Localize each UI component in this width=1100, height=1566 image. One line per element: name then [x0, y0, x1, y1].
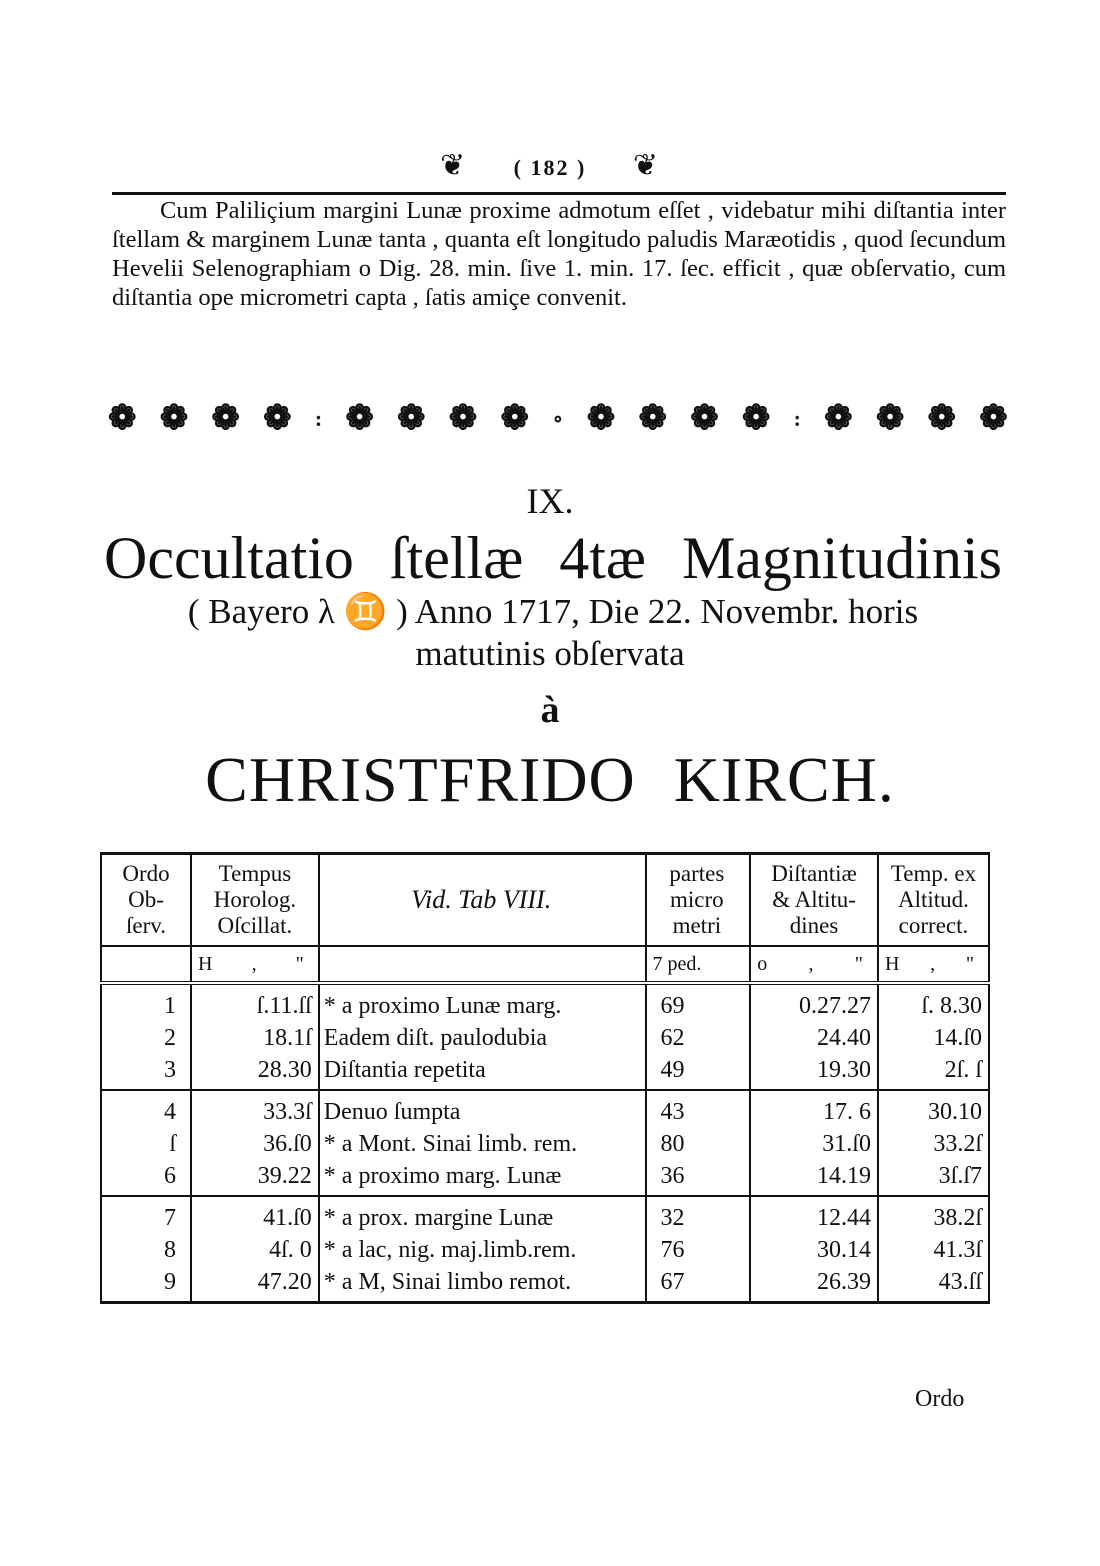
observation-table: [100, 852, 990, 1304]
cell-partes: 67: [646, 1266, 751, 1303]
cell-distantia: 0.27.27: [750, 983, 878, 1022]
fleuron-right-icon: ❦: [632, 149, 660, 182]
table-row: [101, 983, 989, 1022]
cell-partes: 69: [646, 983, 751, 1022]
ornament-separator: :: [314, 406, 323, 431]
header-text: Oſcillat.: [217, 913, 293, 938]
unit-seconds: ": [965, 953, 974, 975]
table-row: [101, 1128, 989, 1160]
section-subtitle-line2: matutinis obſervata: [415, 634, 685, 673]
ornament-icon: ❁: [397, 400, 426, 437]
header-rule: [112, 192, 1006, 195]
header-text: Altitud.: [898, 887, 969, 912]
cell-distantia: 30.14: [750, 1234, 878, 1266]
unit-hours: H: [884, 953, 900, 975]
cell-partes: 32: [646, 1196, 751, 1234]
header-tempus: [191, 854, 319, 947]
cell-tempus-correctum: ſ. 8.30: [878, 983, 989, 1022]
table-row: [101, 1160, 989, 1196]
cell-description: * a proximo Lunæ marg.: [319, 983, 646, 1022]
unit-minutes: ,: [251, 953, 257, 975]
section-subtitle-line1: ( Bayero λ ♊ ) Anno 1717, Die 22. Novembr. horis: [187, 592, 919, 631]
ornament-icon: ❁: [824, 400, 853, 437]
table-row: [101, 1266, 989, 1303]
ornament-icon: ❁: [108, 400, 137, 437]
cell-distantia: 12.44: [750, 1196, 878, 1234]
author-preposition: à: [540, 689, 560, 731]
cell-distantia: 26.39: [750, 1266, 878, 1303]
cell-tempus-correctum: 38.2ſ: [878, 1196, 989, 1234]
cell-tempus-correctum: 2ſ. ſ: [878, 1054, 989, 1090]
cell-description: Eadem diſt. paulodubia: [319, 1022, 646, 1054]
ornament-icon: ❁: [638, 400, 667, 437]
ornament-icon: ❁: [690, 400, 719, 437]
cell-partes: 49: [646, 1054, 751, 1090]
header-text: Ob-: [128, 887, 164, 912]
cell-tempus-correctum: 43.ſſ: [878, 1266, 989, 1303]
body-paragraph: [112, 196, 1006, 312]
running-head: [0, 148, 1100, 183]
cell-description: Diſtantia repetita: [319, 1054, 646, 1090]
ornament-separator: :: [793, 406, 801, 431]
cell-partes: 80: [646, 1128, 751, 1160]
ornament-icon: ❁: [875, 400, 905, 437]
header-text: Temp. ex: [890, 861, 977, 886]
title-word: 4tæ: [559, 525, 646, 591]
cell-distantia: 19.30: [750, 1054, 878, 1090]
cell-description: Denuo ſumpta: [319, 1090, 646, 1128]
cell-ordo: 1: [101, 983, 191, 1022]
cell-tempus: 41.ſ0: [191, 1196, 319, 1234]
ornament-icon: ❁: [927, 400, 957, 437]
section-title: [104, 523, 1002, 593]
unit-seconds: ": [854, 953, 863, 975]
units-ordo: [101, 946, 191, 983]
cell-distantia: 17. 6: [750, 1090, 878, 1128]
cell-tempus: 39.22: [191, 1160, 319, 1196]
units-desc: [319, 946, 646, 983]
cell-ordo: ſ: [101, 1128, 191, 1160]
author-last-name: KIRCH.: [673, 744, 895, 815]
cell-ordo: 2: [101, 1022, 191, 1054]
cell-ordo: 3: [101, 1054, 191, 1090]
header-text: Diſtantiæ: [771, 861, 857, 886]
cell-partes: 43: [646, 1090, 751, 1128]
cell-description: * a M, Sinai limbo remot.: [319, 1266, 646, 1303]
cell-ordo: 7: [101, 1196, 191, 1234]
cell-partes: 36: [646, 1160, 751, 1196]
header-temp-ex: [878, 854, 989, 947]
cell-ordo: 4: [101, 1090, 191, 1128]
header-text: partes: [669, 861, 725, 886]
header-vid-tab: Vid. Tab VIII.: [319, 854, 646, 947]
ornament-icon: ❁: [979, 400, 1008, 437]
units-partes: 7 ped.: [646, 946, 751, 983]
cell-tempus: 4ſ. 0: [191, 1234, 319, 1266]
unit-minutes: ,: [808, 953, 814, 975]
header-text: micro: [670, 887, 724, 912]
header-text: metri: [672, 913, 722, 938]
cell-tempus: 28.30: [191, 1054, 319, 1090]
table-row: [101, 1196, 989, 1234]
cell-description: * a lac, nig. maj.limb.rem.: [319, 1234, 646, 1266]
title-word: Magnitudinis: [681, 525, 1002, 591]
table-row: [101, 1234, 989, 1266]
header-text: Tempus: [218, 861, 292, 886]
ornament-icon: ❁: [263, 400, 292, 437]
catchword: Ordo: [915, 1386, 965, 1412]
header-text: dines: [789, 913, 839, 938]
unit-minutes: ,: [930, 953, 936, 975]
table-row: [101, 1054, 989, 1090]
cell-description: * a proximo marg. Lunæ: [319, 1160, 646, 1196]
cell-tempus: ſ.11.ſſ: [191, 983, 319, 1022]
cell-ordo: 9: [101, 1266, 191, 1303]
cell-partes: 62: [646, 1022, 751, 1054]
cell-description: * a prox. margine Lunæ: [319, 1196, 646, 1234]
ornament-icon: ❁: [500, 400, 529, 437]
ornament-separator: ∘: [552, 406, 564, 431]
header-distantiae: [750, 854, 878, 947]
author-name: [0, 740, 1100, 820]
cell-ordo: 6: [101, 1160, 191, 1196]
ornament-icon: ❁: [345, 400, 374, 437]
paragraph-text: Cum Paliliçium margini Lunæ proxime admotum eſſet , videbatur mihi diſtantia inter ſtellam & marginem Lunæ tanta , quanta eſt longitudo paludis Maræotidis , quod ſecundum Hevelii Selenographiam o Dig. 28. min. ſive 1. min. 17. ſec. efficit , quæ obſervatio, cum diſtantia ope micrometri capta , ſatis amiçe convenit.: [112, 197, 1006, 311]
header-text: correct.: [898, 913, 969, 938]
cell-distantia: 14.19: [750, 1160, 878, 1196]
cell-partes: 76: [646, 1234, 751, 1266]
ornament-icon: ❁: [211, 400, 240, 437]
header-text: & Altitu-: [772, 887, 856, 912]
cell-tempus-correctum: 30.10: [878, 1090, 989, 1128]
cell-tempus: 33.3ſ: [191, 1090, 319, 1128]
ornament-icon: ❁: [741, 400, 771, 437]
units-distantiae: [750, 946, 878, 983]
table-row: [101, 1090, 989, 1128]
ornament-icon: ❁: [448, 400, 478, 437]
table-row: [101, 1022, 989, 1054]
cell-distantia: 24.40: [750, 1022, 878, 1054]
units-temp-ex: [878, 946, 989, 983]
ornament-icon: ❁: [159, 400, 189, 437]
page-number: ( 182 ): [513, 155, 587, 180]
cell-tempus-correctum: 33.2ſ: [878, 1128, 989, 1160]
cell-distantia: 31.ſ0: [750, 1128, 878, 1160]
cell-tempus-correctum: 3ſ.ſ7: [878, 1160, 989, 1196]
header-text: Ordo: [122, 861, 170, 886]
title-word: ſtellæ: [389, 525, 524, 591]
section-number: IX.: [526, 481, 574, 521]
cell-tempus-correctum: 14.ſ0: [878, 1022, 989, 1054]
cell-tempus: 47.20: [191, 1266, 319, 1303]
ornament-band: [108, 398, 1008, 440]
units-tempus: [191, 946, 319, 983]
header-ordo: [101, 854, 191, 947]
cell-tempus-correctum: 41.3ſ: [878, 1234, 989, 1266]
header-partes: [646, 854, 751, 947]
unit-degrees: o: [757, 953, 768, 975]
table-units-row: [101, 946, 989, 983]
unit-hours: H: [198, 953, 213, 975]
unit-seconds: ": [295, 953, 304, 975]
cell-tempus: 18.1ſ: [191, 1022, 319, 1054]
fleuron-left-icon: ❦: [440, 149, 468, 182]
table-header-row: [101, 854, 989, 947]
cell-ordo: 8: [101, 1234, 191, 1266]
author-first-name: CHRISTFRIDO: [205, 744, 636, 815]
title-word: Occultatio: [104, 525, 354, 591]
ornament-icon: ❁: [586, 400, 616, 437]
header-text: Horolog.: [213, 887, 297, 912]
header-text: ſerv.: [126, 913, 167, 938]
cell-description: * a Mont. Sinai limb. rem.: [319, 1128, 646, 1160]
cell-tempus: 36.ſ0: [191, 1128, 319, 1160]
